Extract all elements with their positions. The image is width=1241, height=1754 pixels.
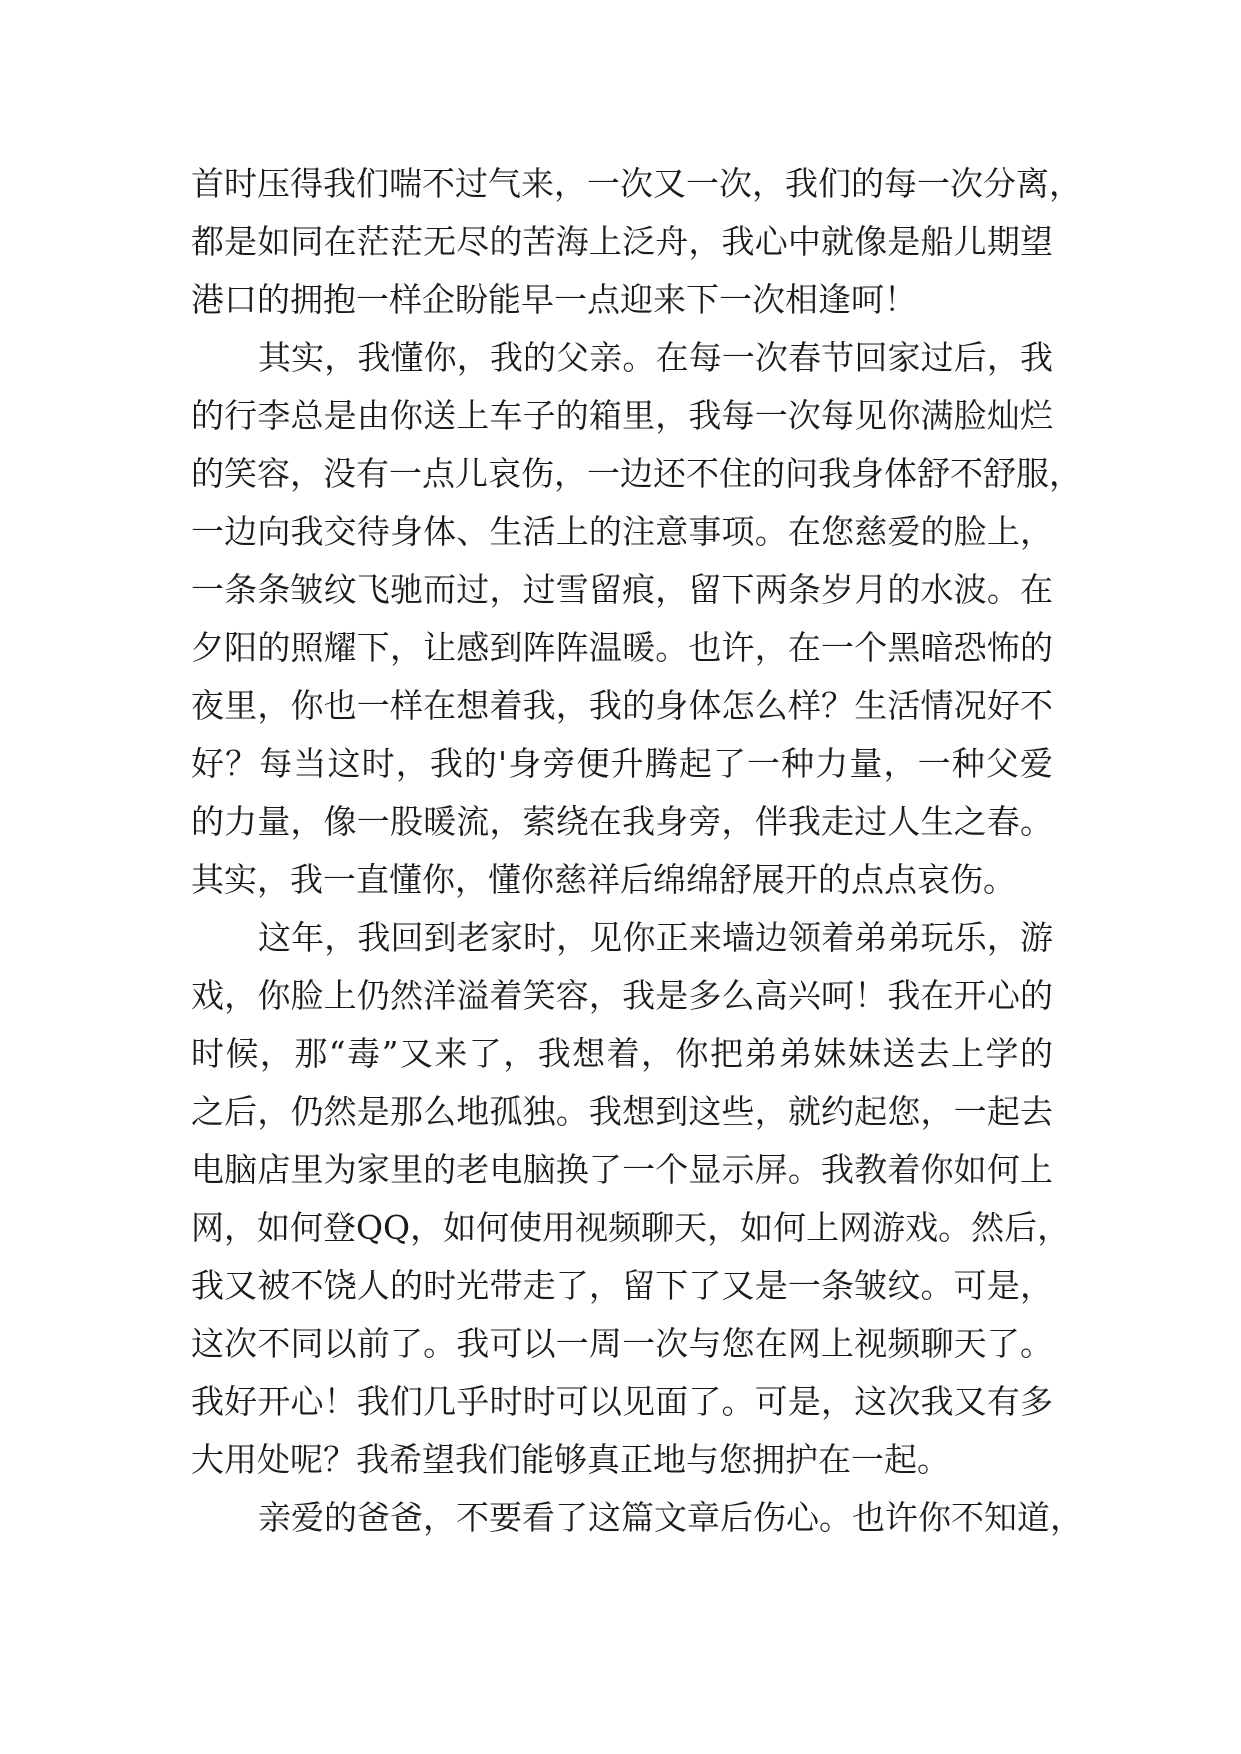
text-line: 一条条皱纹飞驰而过，过雪留痕，留下两条岁月的水波。在 xyxy=(191,570,1053,609)
text-line: 之后，仍然是那么地孤独。我想到这些，就约起您，一起去 xyxy=(191,1092,1053,1131)
text-line: 夕阳的照耀下，让感到阵阵温暖。也许，在一个黑暗恐怖的 xyxy=(191,628,1053,667)
text-line: 网，如何登QQ，如何使用视频聊天，如何上网游戏。然后， xyxy=(191,1208,1071,1247)
text-line: 这次不同以前了。我可以一周一次与您在网上视频聊天了。 xyxy=(191,1324,1053,1363)
text-line: 戏，你脸上仍然洋溢着笑容，我是多么高兴呵！我在开心的 xyxy=(191,976,1053,1015)
text-line: 港口的拥抱一样企盼能早一点迎来下一次相逢呵！ xyxy=(191,280,917,319)
text-line: 其实，我懂你，我的父亲。在每一次春节回家过后，我 xyxy=(258,338,1053,377)
text-line: 我好开心！我们几乎时时可以见面了。可是，这次我又有多 xyxy=(191,1382,1053,1421)
text-line: 其实，我一直懂你，懂你慈祥后绵绵舒展开的点点哀伤。 xyxy=(191,860,1016,899)
text-line: 的行李总是由你送上车子的箱里，我每一次每见你满脸灿烂 xyxy=(191,396,1053,435)
text-line: 都是如同在茫茫无尽的苦海上泛舟，我心中就像是船儿期望 xyxy=(191,222,1053,261)
text-line: 首时压得我们喘不过气来，一次又一次，我们的每一次分离， xyxy=(191,164,1082,203)
text-line: 我又被不饶人的时光带走了，留下了又是一条皱纹。可是， xyxy=(191,1266,1053,1305)
text-line: 这年，我回到老家时，见你正来墙边领着弟弟玩乐，游 xyxy=(258,918,1053,957)
text-line: 电脑店里为家里的老电脑换了一个显示屏。我教着你如何上 xyxy=(191,1150,1053,1189)
text-line: 好？每当这时，我的'身旁便升腾起了一种力量，一种父爱 xyxy=(191,744,1053,783)
text-line: 大用处呢？我希望我们能够真正地与您拥护在一起。 xyxy=(191,1440,950,1479)
text-line: 夜里，你也一样在想着我，我的身体怎么样？生活情况好不 xyxy=(191,686,1053,725)
text-line: 时候，那“毒”又来了，我想着，你把弟弟妹妹送去上学的 xyxy=(191,1034,1053,1073)
text-line: 亲爱的爸爸，不要看了这篇文章后伤心。也许你不知道， xyxy=(258,1498,1083,1537)
text-line: 的力量，像一股暖流，萦绕在我身旁，伴我走过人生之春。 xyxy=(191,802,1053,841)
text-line: 一边向我交待身体、生活上的注意事项。在您慈爱的脸上， xyxy=(191,512,1053,551)
text-line: 的笑容，没有一点儿哀伤，一边还不住的问我身体舒不舒服， xyxy=(191,454,1082,493)
